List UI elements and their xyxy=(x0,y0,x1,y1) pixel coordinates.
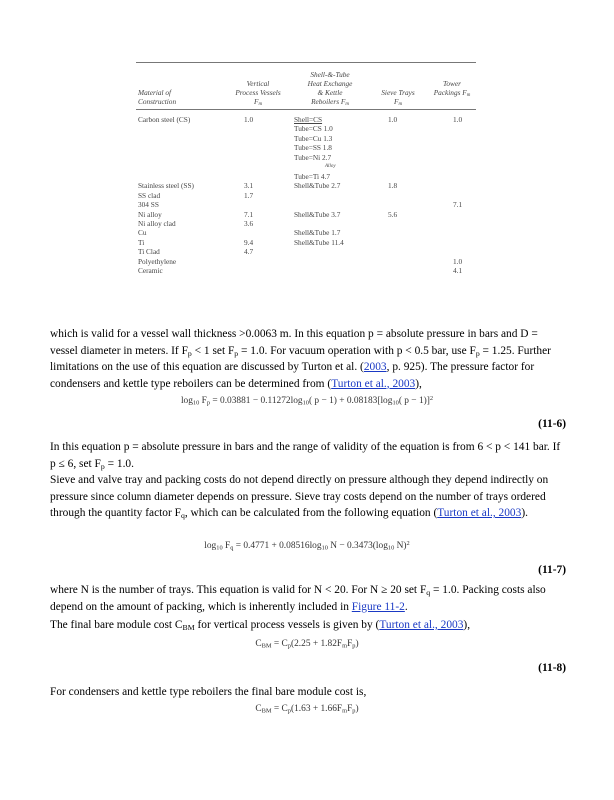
table-cell-shell-tube: Tube=CS 1.0 xyxy=(294,124,333,134)
eq-sub: m xyxy=(342,707,348,715)
p5-text-c: ), xyxy=(463,619,471,631)
table-header-rule xyxy=(136,109,476,110)
equation-11-8 xyxy=(0,639,614,649)
table-cell-shell-tube: Shell&Tube 11.4 xyxy=(294,237,344,247)
eq-sub: 10 xyxy=(302,399,309,407)
header-line: $F_m$ xyxy=(253,97,263,108)
paragraph-1 xyxy=(50,326,566,392)
table-cell-material: Ti Clad xyxy=(138,247,160,257)
table-cell-shell-tube: Alloy xyxy=(325,164,336,170)
table-cell-sieve-tray: 5.6 xyxy=(388,209,398,219)
header-vertical xyxy=(228,79,288,106)
eq-text: F xyxy=(201,396,207,406)
table-cell-material: Ti xyxy=(138,237,145,247)
eq-text: ) xyxy=(355,704,359,714)
header-line: Construction xyxy=(138,97,177,106)
equation-11-6 xyxy=(0,396,614,406)
eq-sub: m xyxy=(342,642,348,650)
equation-11-7 xyxy=(0,541,614,551)
header-line: Tower xyxy=(443,79,461,88)
link-turton-2003[interactable]: Turton et al., 2003 xyxy=(331,377,416,390)
eq-sub: 10 xyxy=(192,399,200,407)
p3-text-c: ). xyxy=(521,507,528,519)
eq-text: (2.25 + 1.82F xyxy=(290,639,343,649)
table-top-rule xyxy=(136,62,476,63)
table-cell-vertical-vessel: 3.1 xyxy=(244,181,254,191)
p5-text-b: for vertical process vessels is given by ( xyxy=(194,619,380,631)
table-cell-shell-tube: Tube=SS 1.8 xyxy=(294,143,332,153)
eq-text: = 0.4771 + 0.08516log xyxy=(233,541,322,551)
table-cell-tower-packing: 4.1 xyxy=(453,266,463,276)
sub-bm: BM xyxy=(182,622,195,632)
eq-text: F xyxy=(224,541,231,551)
header-line: Packings $F_m$ xyxy=(433,88,471,99)
header-line: Vertical xyxy=(246,79,270,88)
table-cell-material: 304 SS xyxy=(138,200,159,210)
table-cell-shell-tube: Shell&Tube 1.7 xyxy=(294,228,341,238)
eq-sub: 10 xyxy=(321,544,328,552)
table-cell-shell-tube: Tube=Ti 4.7 xyxy=(294,171,331,181)
table-cell-sieve-tray: 1.0 xyxy=(388,115,398,124)
eq-sub: 10 xyxy=(387,544,395,552)
eq-text: C xyxy=(255,639,262,649)
paragraph-5 xyxy=(50,617,566,634)
sub-q: q xyxy=(426,587,431,597)
p3-text-b: , which can be calculated from the following equation ( xyxy=(184,507,438,519)
equation-number-11-8: (11-8) xyxy=(538,662,566,674)
eq-text: N) xyxy=(394,541,407,551)
p1-text-b: < 1 set F xyxy=(191,344,235,357)
header-line: Reboilers $F_m$ xyxy=(311,97,349,108)
eq-sub: p xyxy=(287,707,291,715)
table-cell-material: Cu xyxy=(138,228,147,238)
table-cell-vertical-vessel: 7.1 xyxy=(244,209,254,219)
header-material xyxy=(138,88,176,106)
link-turton-2003[interactable]: Turton et al., 2003 xyxy=(437,507,522,519)
equation-number-11-7: (11-7) xyxy=(538,564,566,576)
eq-text: ( p − 1)] xyxy=(398,396,430,406)
header-line: Heat Exchange xyxy=(307,79,353,88)
table-cell-shell-tube: Shell=CS xyxy=(294,115,323,124)
eq-sup: 2 xyxy=(429,395,434,403)
sub-p: p xyxy=(234,348,239,358)
eq-text: = C xyxy=(271,704,288,714)
eq-text: N − 0.3473(log xyxy=(327,541,388,551)
p5-text-a: The final bare module cost C xyxy=(50,619,183,631)
header-line: Shell-&-Tube xyxy=(310,70,350,79)
eq-sub: 10 xyxy=(392,399,399,407)
table-cell-material: Polyethylene xyxy=(138,256,177,266)
paragraph-2 xyxy=(50,439,566,472)
header-line: Process Vessels xyxy=(235,88,281,97)
eq-text: (1.63 + 1.66F xyxy=(290,704,343,714)
p1-text-a: which is valid for a vessel wall thickness >0.0063 m. In this equation p = absolute pressure in bars and D = vessel diameter in meters. If F xyxy=(50,328,538,357)
eq-text: = C xyxy=(271,639,288,649)
table-cell-material: Stainless steel (SS) xyxy=(138,181,194,191)
table-cell-tower-packing: 7.1 xyxy=(453,200,463,210)
p1-text-f: ), xyxy=(415,377,422,390)
table-cell-shell-tube: Tube=Cu 1.3 xyxy=(294,133,333,143)
eq-sub: p xyxy=(287,642,291,650)
eq-sub: q xyxy=(230,544,234,552)
table-cell-vertical-vessel: 1.0 xyxy=(244,115,254,124)
header-line: $F_m$ xyxy=(393,97,403,108)
equation-number-11-6: (11-6) xyxy=(538,418,566,430)
header-line: & Kettle xyxy=(317,88,343,97)
eq-sub: 10 xyxy=(216,544,223,552)
p4-text-b: = 1.0. Packing costs also depend on the amount of packing, which is inherently included in xyxy=(50,584,546,613)
eq-text: = 0.03881 − 0.11272log xyxy=(210,396,303,406)
p4-text-a: where N is the number of trays. This equation is valid for N < 20. For N ≥ 20 set F xyxy=(50,584,427,596)
eq-sub: p xyxy=(352,707,356,715)
table-cell-vertical-vessel: 1.7 xyxy=(244,190,254,200)
header-sieve xyxy=(374,88,422,106)
table-cell-material: Ni alloy xyxy=(138,209,162,219)
eq-sub: BM xyxy=(261,707,272,715)
paragraph-6: For condensers and kettle type reboilers the final bare module cost is, xyxy=(50,686,367,698)
eq-text: log xyxy=(204,541,217,551)
table-cell-shell-tube: Tube=Ni 2.7 xyxy=(294,152,332,162)
table-cell-vertical-vessel: 4.7 xyxy=(244,247,254,257)
header-tower xyxy=(428,79,476,97)
table-cell-material: Ni alloy clad xyxy=(138,218,176,228)
p1-text-c: = 1.0. For vacuum operation with p < 0.5 bar, use F xyxy=(238,344,476,357)
sub-p: p xyxy=(187,348,192,358)
p2-text-b: = 1.0. xyxy=(104,457,134,470)
table-cell-shell-tube: Shell&Tube 2.7 xyxy=(294,181,341,191)
p1-text-d: = 1.25. Further limitations on the use of this equation are discussed by Turton et al. ( xyxy=(50,344,551,373)
eq-text: C xyxy=(255,704,262,714)
eq-text: F xyxy=(347,704,353,714)
table-cell-vertical-vessel: 9.4 xyxy=(244,237,254,247)
link-figure-11-2[interactable]: Figure 11-2 xyxy=(351,600,405,613)
sub-p: p xyxy=(475,348,480,358)
eq-text: ) xyxy=(355,639,359,649)
table-cell-material: Carbon steel (CS) xyxy=(138,115,191,124)
equation-bare-module-condenser xyxy=(0,704,614,714)
paragraph-4 xyxy=(50,582,566,615)
link-turton-2003-year[interactable]: 2003 xyxy=(363,361,387,373)
eq-sub: BM xyxy=(261,642,272,650)
table-cell-shell-tube: Shell&Tube 3.7 xyxy=(294,209,341,219)
sub-p: p xyxy=(100,461,105,471)
table-cell-vertical-vessel: 3.6 xyxy=(244,218,254,228)
eq-sup: 2 xyxy=(406,540,410,548)
sub-q: q xyxy=(180,510,185,520)
material-factor-table xyxy=(136,62,476,317)
header-line: Sieve Trays xyxy=(381,88,415,97)
table-cell-material: SS clad xyxy=(138,190,161,200)
eq-text: log xyxy=(180,396,193,406)
table-cell-sieve-tray: 1.8 xyxy=(388,181,398,191)
link-turton-2003[interactable]: Turton et al., 2003 xyxy=(379,619,464,631)
header-shell-tube xyxy=(294,70,366,106)
header-line: Material of xyxy=(138,88,172,97)
paragraph-3 xyxy=(50,472,566,522)
p4-text-c: . xyxy=(404,600,408,613)
eq-sub: p xyxy=(206,399,211,407)
table-cell-material: Ceramic xyxy=(138,266,163,276)
eq-text: ( p − 1) + 0.08183[log xyxy=(308,396,393,406)
table-cell-tower-packing: 1.0 xyxy=(453,256,463,266)
p1-text-e: , p. 925). The pressure factor for condensers and kettle type reboilers can be determined from ( xyxy=(50,361,535,390)
p2-text-a: In this equation p = absolute pressure in bars and the range of validity of the equation is from 6 < p < 141 bar. If p ≤ 6, set F xyxy=(50,441,561,470)
eq-text: F xyxy=(347,639,353,649)
table-cell-tower-packing: 1.0 xyxy=(453,115,463,124)
p3-text-a: Sieve and valve tray and packing costs do not depend directly on pressure although they depend indirectly on pressure since column diameter depends on pressure. Sieve tray costs depend on the number of trays ordered through the quantity factor F xyxy=(50,474,549,519)
eq-sub: p xyxy=(352,642,356,650)
